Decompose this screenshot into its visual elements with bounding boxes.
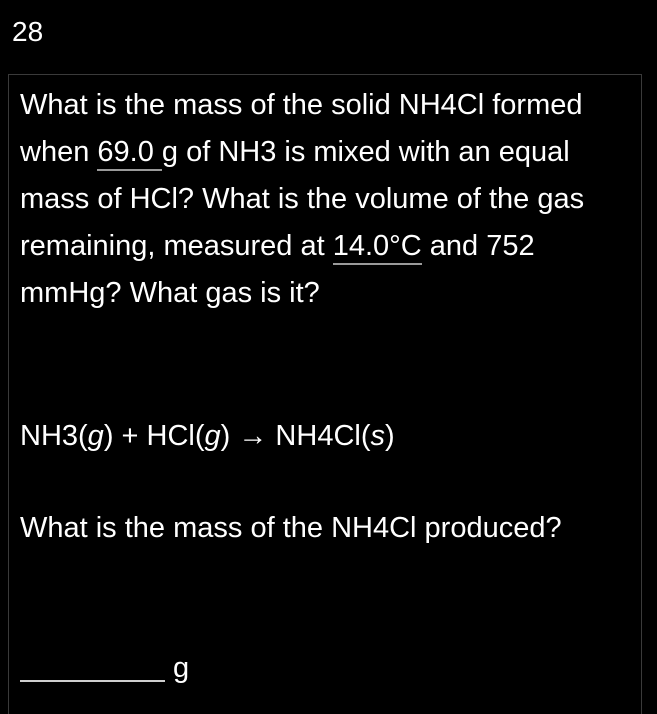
eq-state-s: s xyxy=(370,420,385,452)
question-text-part-3: and 752 mmHg? What gas is it? xyxy=(20,230,535,309)
question-number: 28 xyxy=(12,16,44,47)
eq-state-g2: g xyxy=(204,420,221,452)
mass-value: 69.0 xyxy=(97,136,162,171)
eq-close: ) xyxy=(385,420,395,452)
question-text-part-2: g of NH3 is mixed with an equal mass of HCl? What is the volume of the gas remaining, measured at xyxy=(20,136,585,262)
answer-blank-input[interactable] xyxy=(20,680,165,682)
eq-state-g1: g xyxy=(87,420,104,452)
reaction-equation xyxy=(20,416,395,456)
eq-arrow-product: ) → NH4Cl( xyxy=(220,420,371,452)
question-text-part-1: What is the mass of the solid NH4Cl formed when xyxy=(20,89,583,168)
answer-unit: g xyxy=(173,652,190,684)
temperature-value: 14.0°C xyxy=(333,230,422,265)
question-text xyxy=(20,82,640,317)
eq-plus-hcl: ) + HCl( xyxy=(103,420,205,452)
sub-question: What is the mass of the NH4Cl produced? xyxy=(20,512,562,544)
eq-nh3: NH3( xyxy=(20,420,88,452)
answer-row xyxy=(20,644,320,690)
